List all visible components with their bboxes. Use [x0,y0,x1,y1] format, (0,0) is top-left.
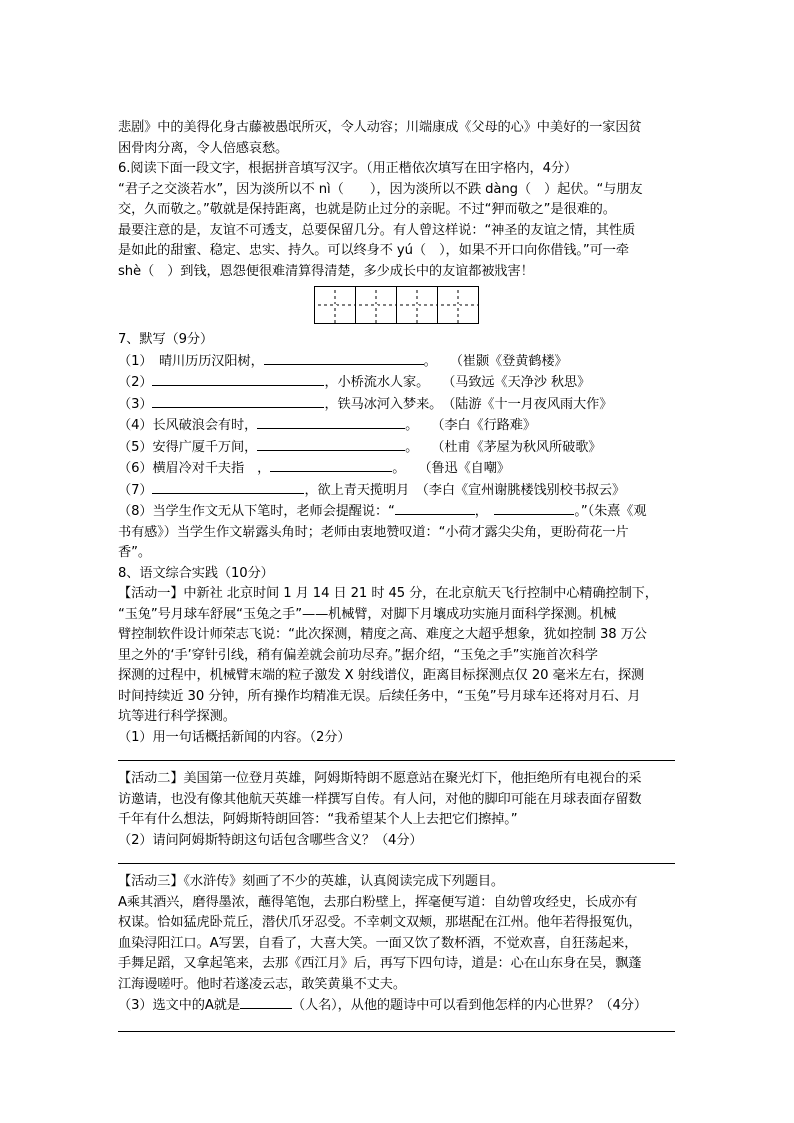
answer-blank[interactable] [257,437,405,451]
activity-3-text: 手舞足蹈，又拿起笔来，去那《西江月》后，再写下四句诗，道是：心在山东身在吴，飘蓬 [118,956,642,971]
activity-1-text: 坑等进行科学探测。 [118,709,236,724]
question-6-text: 最要注意的是，友谊不可透支，总要保留几分。有人曾这样说：“神圣的友谊之情，其性质 [118,222,636,238]
activity-1-text: 探测的过程中，机械臂末端的粒子激发 X 射线谱仪，距离目标探测点仅 20 毫米左右，探测 [118,668,645,683]
activity-1-text: 【活动一】中新社 北京时间 1 月 14 日 21 时 45 分，在北京航天飞行控制中心精确控制下， [118,586,658,601]
item-source: ，铁马冰河入梦来。 （陆游《十一月夜风雨大作》 [324,396,613,412]
question-6-text: 交，久而敬之。”敬就是保持距离，也就是防止过分的亲昵。不过“狎而敬之”是很难的。 [118,202,616,217]
answer-blank[interactable] [152,372,324,386]
activity-1-text: 时间持续近 30 分钟，所有操作均精准无误。后续任务中，“玉兔”号月球车还将对月石、月 [118,688,641,704]
answer-blank[interactable] [270,458,392,472]
answer-line[interactable] [118,1031,675,1032]
question-7-item-1 [118,351,678,373]
tianzige-cell[interactable] [396,286,438,324]
answer-line[interactable] [118,760,675,761]
tianzige-cell[interactable] [314,286,356,324]
question-7-text: 书有感》）当学生作文崭露头角时；老师由衷地赞叹道：“小荷才露尖尖角，更盼荷花一片 [118,524,629,540]
item-source: 。”（朱熹《观 [574,504,647,519]
item-text: （1） 晴川历历汉阳树， [118,353,264,369]
text-line: 悲剧》中的美得化身古藤被愚氓所灭，令人动容；川端康成《父母的心》中美好的一家因贫 [118,120,642,135]
answer-blank[interactable] [152,394,324,408]
question-8-title: 8、语文综合实践（10分） [118,565,274,581]
name-blank[interactable] [240,995,292,1009]
activity-3-text: 血染浔阳江口。A写罢，自看了，大喜大笑。一面又饮了数杯酒，不觉欢喜，自狂荡起来， [118,935,638,951]
item-source: 。 （鲁迅《自嘲》 [392,461,510,476]
item-text: ， [474,504,482,519]
tianzige-cell[interactable] [355,286,397,324]
text-line: 困骨肉分离，令人倍感哀愁。 [118,140,289,156]
tianzige-cell[interactable] [437,286,479,324]
question-7-item-5 [118,437,678,459]
question-7-text: 香”。 [118,545,151,560]
item-text: （2） [118,375,153,390]
activity-3-text: 【活动三】《水浒传》刻画了不少的英雄，认真阅读完成下列题目。 [118,874,505,889]
item-source: 。 （李白《行路难》 [405,418,536,433]
item-text: （6）横眉冷对千夫指 ， [118,461,271,476]
item-source: ，欲上青天揽明月 （李白《宣州谢朓楼饯别校书叔云》 [304,482,626,498]
question-7-title: 7、默写（9分） [118,332,214,347]
activity-1-text: 里之外的‘手’穿针引线，稍有偏差就会前功尽弃。”据介绍，“玉兔之手”实施首次科学 [118,647,598,663]
item-text: （8）当学生作文无从下笔时，老师会提醒说：“ [118,504,395,519]
activity-1-text: 臂控制软件设计师荣志飞说：“此次探测，精度之高、难度之大超乎想象，犹如控制 38 万公 [118,627,647,642]
item-source: 。 （崔颢《登黄鹤楼》 [423,353,568,369]
sub-question-text: （3）选文中的A就是 [118,998,240,1013]
answer-blank[interactable] [152,480,304,494]
tianzige-answer-grid[interactable] [315,286,678,324]
answer-blank[interactable] [264,351,424,365]
answer-line[interactable] [118,863,675,864]
question-7-item-7 [118,480,678,502]
item-text: （4）长风破浪会有时， [118,418,258,433]
question-6-text: “君子之交淡若水”，因为淡所以不 nì（ ），因为淡所以不跌 dàng（ ）起伏。“与朋友 [118,181,643,197]
question-7-item-8 [118,501,678,523]
activity-3-text: A乘其酒兴，磨得墨浓，蘸得笔饱，去那白粉壁上，挥毫便写道：自幼曾攻经史，长成亦有 [118,894,638,910]
question-6-text: 是如此的甜蜜、稳定、忠实、持久。可以终身不 yú（ ），如果不开口向你借钱。”可一牵 [118,243,629,258]
sub-question-1: （1）用一句话概括新闻的内容。（2分） [118,729,351,745]
item-source: 。 （杜甫《茅屋为秋风所破歌》 [405,439,602,455]
activity-3-text: 江海谩嗟吁。他时若遂凌云志，敢笑黄巢不丈夫。 [118,976,406,992]
item-text: （3） [118,396,153,412]
document-page [118,118,678,1032]
question-6-title: 6.阅读下面一段文字，根据拼音填写汉字。（用正楷依次填写在田字格内，4分） [118,161,578,176]
activity-1-text: “玉兔”号月球车舒展“玉兔之手”——机械臂，对脚下月壤成功实施月面科学探测。机械 [118,606,617,622]
question-7-item-3 [118,394,678,416]
sub-question-2: （2）请问阿姆斯特朗这句话包含哪些含义？（4分） [118,832,423,848]
item-source: ，小桥流水人家。 （马致远《天净沙 秋思》 [324,375,591,390]
question-7-item-2 [118,372,678,394]
item-text: （5）安得广厦千万间， [118,439,258,455]
answer-blank[interactable] [494,501,574,515]
sub-question-3 [118,995,678,1017]
answer-blank[interactable] [257,415,405,429]
item-text: （7） [118,482,153,498]
activity-2-text: 千年有什么想法，阿姆斯特朗回答：“我希望某个人上去把它们擦掉。” [118,812,518,827]
activity-2-text: 访邀请，也没有像其他航天英雄一样撰写自传。有人问，对他的脚印可能在月球表面存留数 [118,791,642,807]
activity-3-text: 权谋。恰如猛虎卧荒丘，潜伏爪牙忍受。不幸刺文双颊，那堪配在江州。他年若得报冤仇， [118,915,642,930]
question-7-item-6 [118,458,678,480]
activity-2-text: 【活动二】美国第一位登月英雄，阿姆斯特朗不愿意站在聚光灯下，他拒绝所有电视台的采 [118,771,642,786]
sub-question-text: （人名），从他的题诗中可以看到他怎样的内心世界？（4分） [291,998,647,1013]
question-7-item-4 [118,415,678,437]
answer-blank[interactable] [395,501,475,515]
question-6-text: shè（ ）到钱，恩怨便很难清算得清楚，多少成长中的友谊都被戕害！ [118,263,534,279]
